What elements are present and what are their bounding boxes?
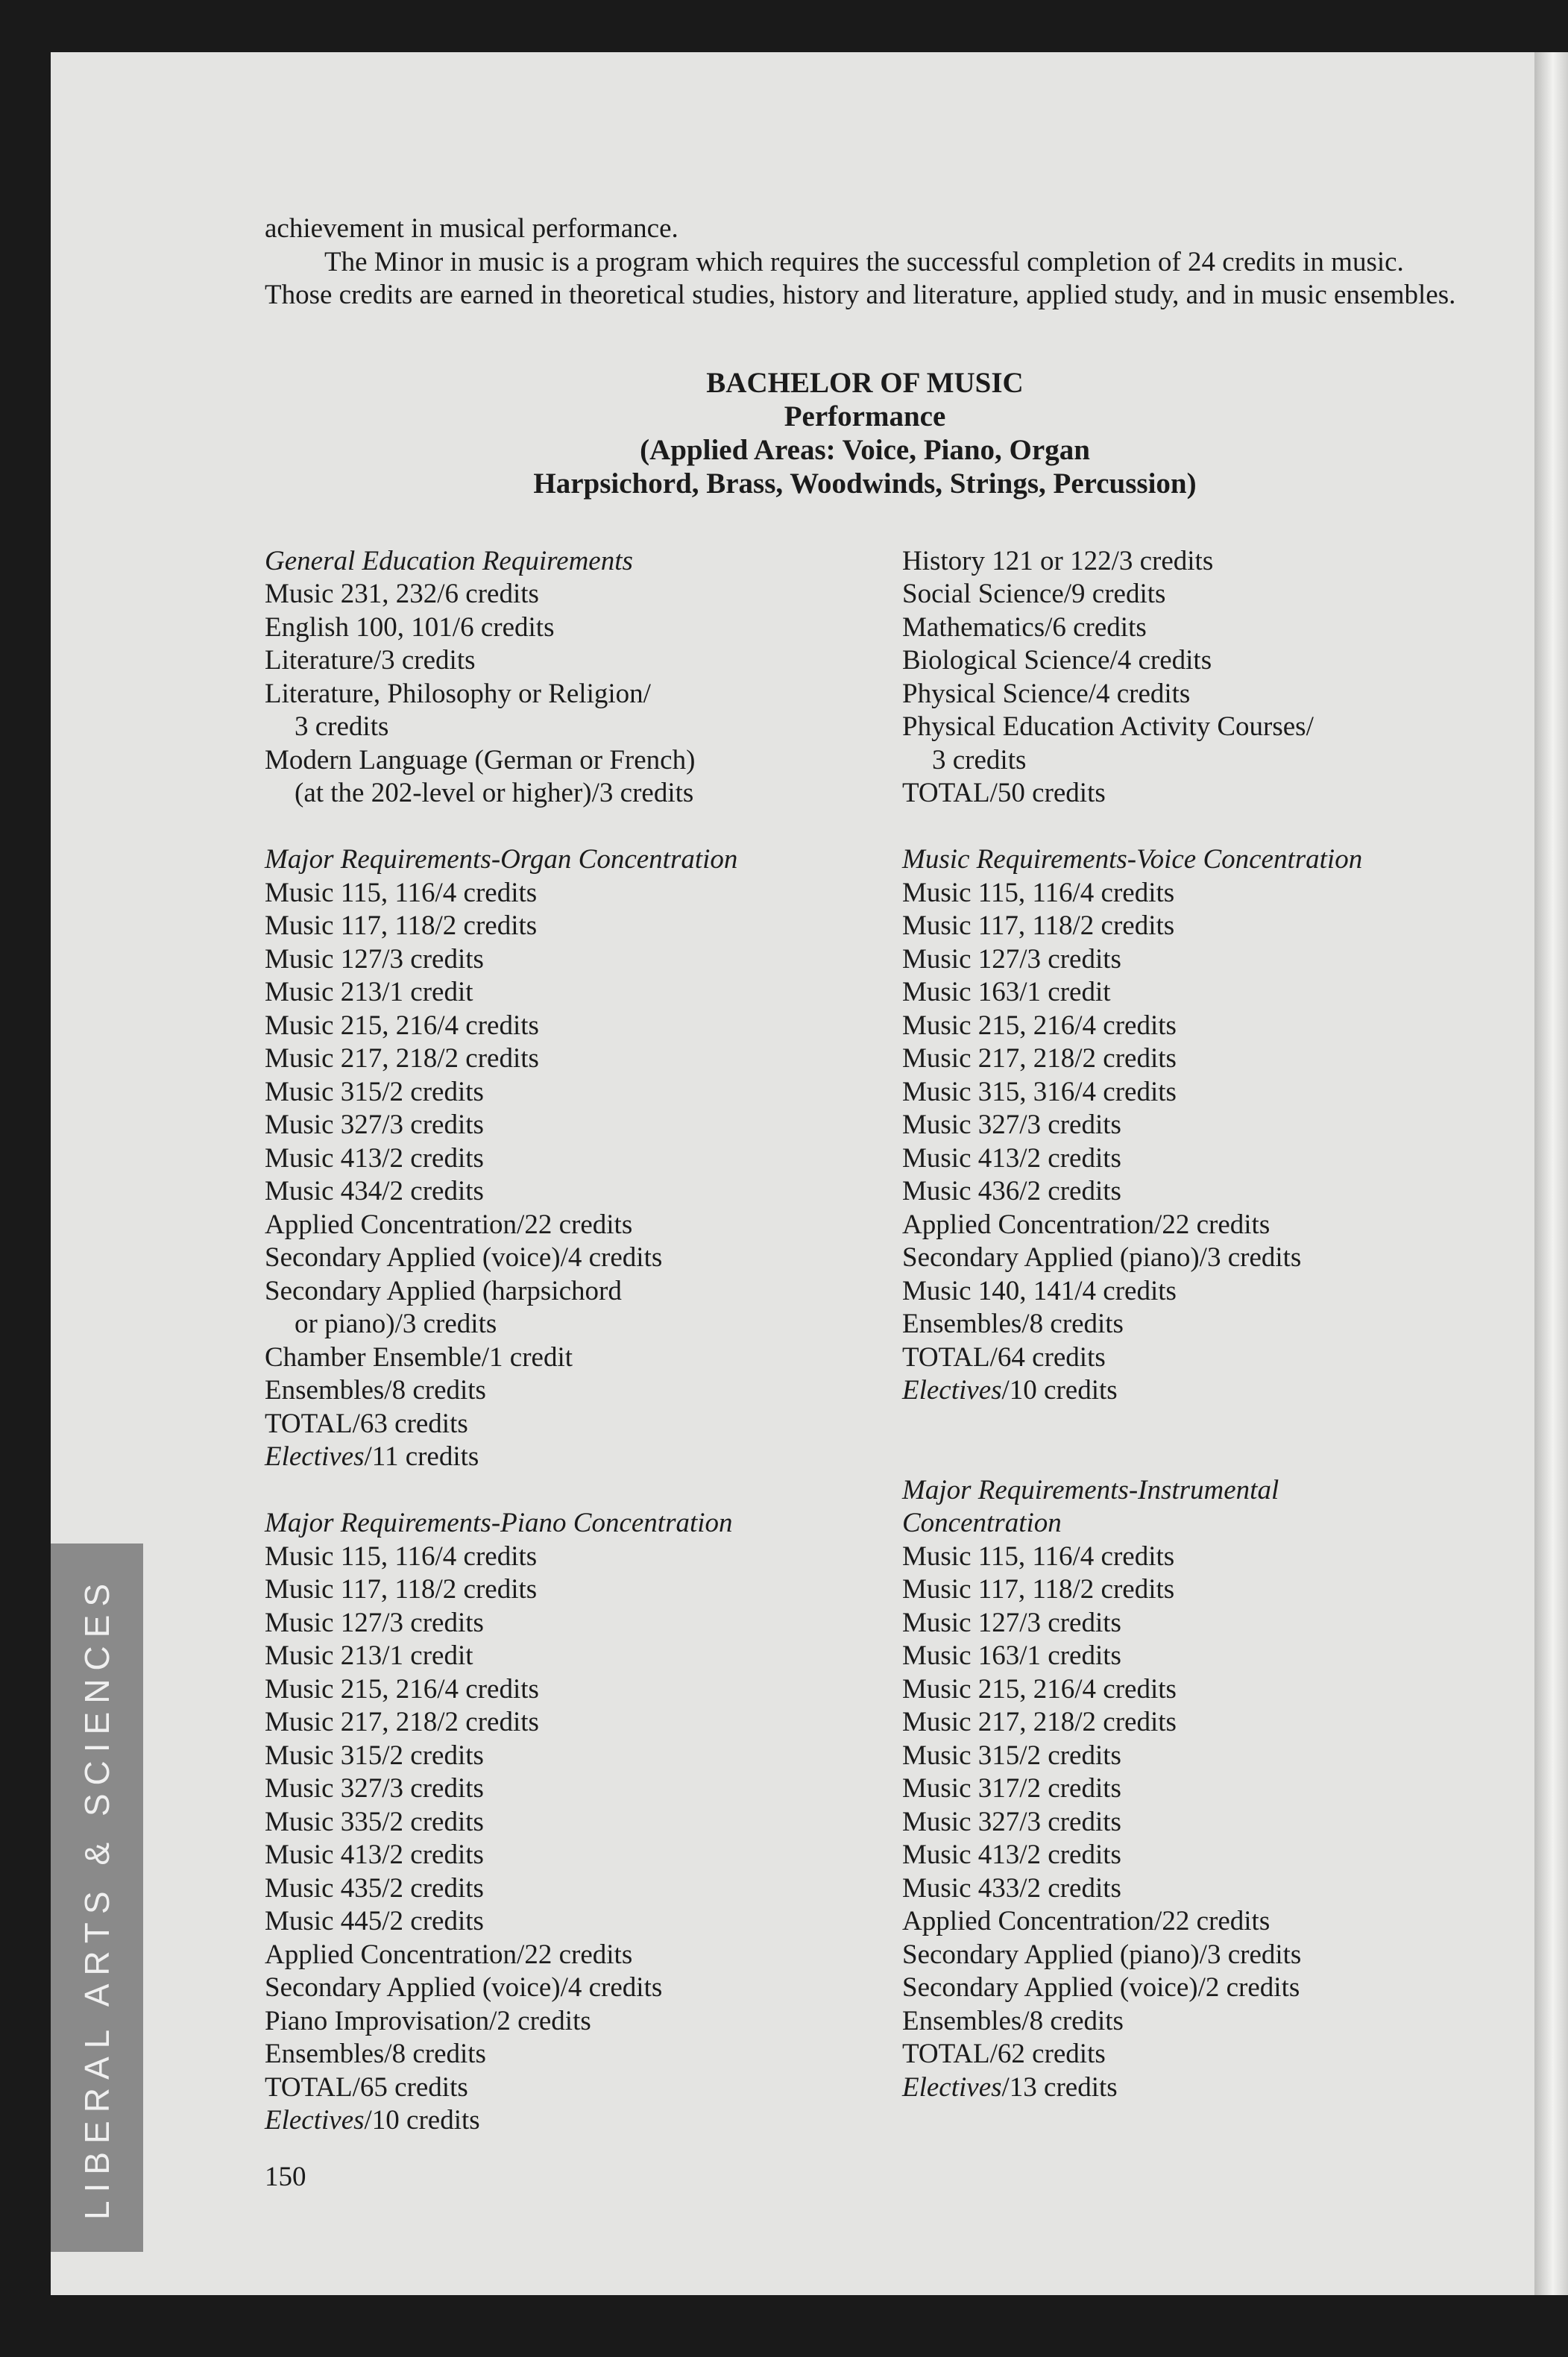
- list-item: Applied Concentration/22 credits: [265, 1939, 633, 1970]
- list-item: (at the 202-level or higher)/3 credits: [295, 778, 694, 808]
- list-item: Ensembles/8 credits: [902, 2005, 1124, 2036]
- electives-word: Electives: [265, 1441, 365, 1472]
- list-item: Secondary Applied (voice)/4 credits: [265, 1242, 663, 1273]
- list-item: Music 436/2 credits: [902, 1176, 1121, 1206]
- page-content: [265, 213, 1465, 2136]
- list-item: Ensembles/8 credits: [265, 2039, 486, 2069]
- list-item: TOTAL/62 credits: [902, 2039, 1106, 2069]
- instrumental-concentration-block: [902, 1474, 1528, 2105]
- list-item: Music 433/2 credits: [902, 1872, 1121, 1904]
- list-item: Social Science/9 credits: [902, 579, 1166, 609]
- list-item: Biological Science/4 credits: [902, 645, 1212, 676]
- list-item: Literature, Philosophy or Religion/: [265, 678, 651, 709]
- list-item: Music 215, 216/4 credits: [265, 1673, 539, 1705]
- list-item: Music 117, 118/2 credits: [902, 1574, 1175, 1605]
- list-item: Physical Education Activity Courses/: [902, 711, 1314, 742]
- electives-credits: /10 credits: [364, 2105, 480, 2136]
- block-title: Major Requirements-Organ Concentration: [265, 844, 738, 875]
- heading-program: Performance: [784, 400, 946, 432]
- list-item: Music 215, 216/4 credits: [902, 1673, 1177, 1705]
- list-item: Music 315/2 credits: [265, 1740, 484, 1771]
- intro-line: achievement in musical performance.: [265, 213, 678, 244]
- list-item: Secondary Applied (piano)/3 credits: [902, 1939, 1302, 1970]
- list-item: Piano Improvisation/2 credits: [265, 2005, 591, 2036]
- list-item: Music 115, 116/4 credits: [902, 877, 1175, 908]
- list-item: Physical Science/4 credits: [902, 678, 1191, 709]
- electives-line: [265, 1441, 891, 1474]
- left-column: [265, 545, 891, 2171]
- list-item: Music 213/1 credit: [265, 977, 473, 1007]
- list-item: Modern Language (German or French): [265, 744, 696, 775]
- list-item: Music 327/3 credits: [902, 1806, 1121, 1837]
- list-item: Music 117, 118/2 credits: [902, 910, 1175, 941]
- list-item: Music 127/3 credits: [265, 1607, 484, 1638]
- list-item: or piano)/3 credits: [295, 1309, 497, 1339]
- list-item: Music 315/2 credits: [265, 1076, 484, 1107]
- list-item: Applied Concentration/22 credits: [265, 1209, 633, 1240]
- side-tab: [51, 1543, 143, 2252]
- right-column: [902, 545, 1528, 2138]
- list-item: Secondary Applied (voice)/4 credits: [265, 1972, 663, 2003]
- electives-line: [265, 2104, 891, 2138]
- list-item: English 100, 101/6 credits: [265, 611, 555, 643]
- list-item: TOTAL/64 credits: [902, 1341, 1106, 1373]
- minor-paragraph: The Minor in music is a program which requires the successful completion of 24 credits in music. Those credits are earned in theoretical studies, history and literature, applied study, and in music ensembles.: [265, 246, 1456, 310]
- electives-word: Electives: [265, 2105, 365, 2136]
- intro: [265, 213, 1465, 312]
- list-item: Music 435/2 credits: [265, 1872, 484, 1904]
- list-item: Music 140, 141/4 credits: [902, 1275, 1177, 1306]
- block-title: Major Requirements-Instrumental: [902, 1474, 1279, 1505]
- list-item: Music 127/3 credits: [265, 943, 484, 975]
- list-item: Music 117, 118/2 credits: [265, 910, 538, 941]
- list-item: Music 213/1 credit: [265, 1640, 473, 1671]
- list-item: Music 315, 316/4 credits: [902, 1076, 1177, 1107]
- list-item: Mathematics/6 credits: [902, 611, 1147, 643]
- electives-line: [902, 2071, 1528, 2105]
- electives-credits: /10 credits: [1001, 1375, 1118, 1406]
- block-title-continued: Concentration: [902, 1508, 1062, 1538]
- general-education-block: [265, 545, 891, 811]
- list-item: Applied Concentration/22 credits: [902, 1209, 1271, 1240]
- list-item: Music 413/2 credits: [265, 1142, 484, 1174]
- list-item: Chamber Ensemble/1 credit: [265, 1341, 573, 1373]
- heading-areas-2: Harpsichord, Brass, Woodwinds, Strings, Percussion): [533, 467, 1197, 500]
- list-item: Music 335/2 credits: [265, 1806, 484, 1837]
- side-tab-label: LIBERAL ARTS & SCIENCES: [78, 1575, 117, 2221]
- list-item: Music 217, 218/2 credits: [902, 1707, 1177, 1737]
- list-item: Music 327/3 credits: [265, 1110, 484, 1140]
- electives-word: Electives: [902, 2071, 1002, 2103]
- list-item: 3 credits: [295, 711, 389, 742]
- list-item: TOTAL/50 credits: [902, 778, 1106, 808]
- list-item: TOTAL/65 credits: [265, 2071, 468, 2103]
- list-item: Music 117, 118/2 credits: [265, 1574, 538, 1605]
- list-item: Music 413/2 credits: [902, 1142, 1121, 1174]
- electives-line: [902, 1374, 1528, 1408]
- piano-concentration-block: [265, 1507, 891, 2138]
- heading-degree: BACHELOR OF MUSIC: [706, 366, 1024, 399]
- list-item: TOTAL/63 credits: [265, 1408, 468, 1439]
- electives-credits: /11 credits: [364, 1441, 479, 1472]
- list-item: History 121 or 122/3 credits: [902, 545, 1214, 576]
- list-item: Music 434/2 credits: [265, 1176, 484, 1206]
- list-item: Applied Concentration/22 credits: [902, 1906, 1271, 1936]
- list-item: Music 163/1 credits: [902, 1640, 1121, 1671]
- block-title: Music Requirements-Voice Concentration: [902, 844, 1363, 875]
- list-item: Music 413/2 credits: [265, 1840, 484, 1870]
- list-item: 3 credits: [932, 744, 1027, 775]
- list-item: Music 327/3 credits: [902, 1110, 1121, 1140]
- list-item: Music 317/2 credits: [902, 1773, 1121, 1804]
- list-item: Ensembles/8 credits: [265, 1375, 486, 1406]
- electives-word: Electives: [902, 1375, 1002, 1406]
- electives-credits: /13 credits: [1001, 2071, 1118, 2103]
- list-item: Music 127/3 credits: [902, 1607, 1121, 1638]
- list-item: Music 163/1 credit: [902, 977, 1111, 1007]
- block-title: General Education Requirements: [265, 545, 633, 576]
- list-item: Music 115, 116/4 credits: [902, 1541, 1175, 1572]
- heading-areas-1: (Applied Areas: Voice, Piano, Organ: [640, 433, 1090, 466]
- list-item: Ensembles/8 credits: [902, 1309, 1124, 1339]
- list-item: Music 217, 218/2 credits: [265, 1707, 539, 1737]
- block-title: Major Requirements-Piano Concentration: [265, 1508, 733, 1538]
- list-item: Music 231, 232/6 credits: [265, 579, 539, 609]
- list-item: Literature/3 credits: [265, 645, 476, 676]
- organ-concentration-block: [265, 843, 891, 1474]
- list-item: Secondary Applied (piano)/3 credits: [902, 1242, 1302, 1273]
- section-heading: [265, 366, 1465, 500]
- list-item: Music 327/3 credits: [265, 1773, 484, 1804]
- list-item: Music 217, 218/2 credits: [265, 1043, 539, 1074]
- list-item: Music 215, 216/4 credits: [902, 1010, 1177, 1041]
- list-item: Music 115, 116/4 credits: [265, 1541, 538, 1572]
- list-item: Music 413/2 credits: [902, 1840, 1121, 1870]
- list-item: Music 217, 218/2 credits: [902, 1043, 1177, 1074]
- page-number: 150: [265, 2162, 306, 2192]
- list-item: Music 215, 216/4 credits: [265, 1010, 539, 1041]
- next-page-edge: [1534, 52, 1568, 2295]
- list-item: Secondary Applied (voice)/2 credits: [902, 1972, 1300, 2003]
- list-item: Music 127/3 credits: [902, 943, 1121, 975]
- list-item: Music 315/2 credits: [902, 1740, 1121, 1771]
- voice-concentration-block: [902, 843, 1528, 1408]
- list-item: Secondary Applied (harpsichord: [265, 1275, 622, 1306]
- list-item: Music 115, 116/4 credits: [265, 877, 538, 908]
- list-item: Music 445/2 credits: [265, 1906, 484, 1936]
- general-education-continued-block: [902, 545, 1528, 811]
